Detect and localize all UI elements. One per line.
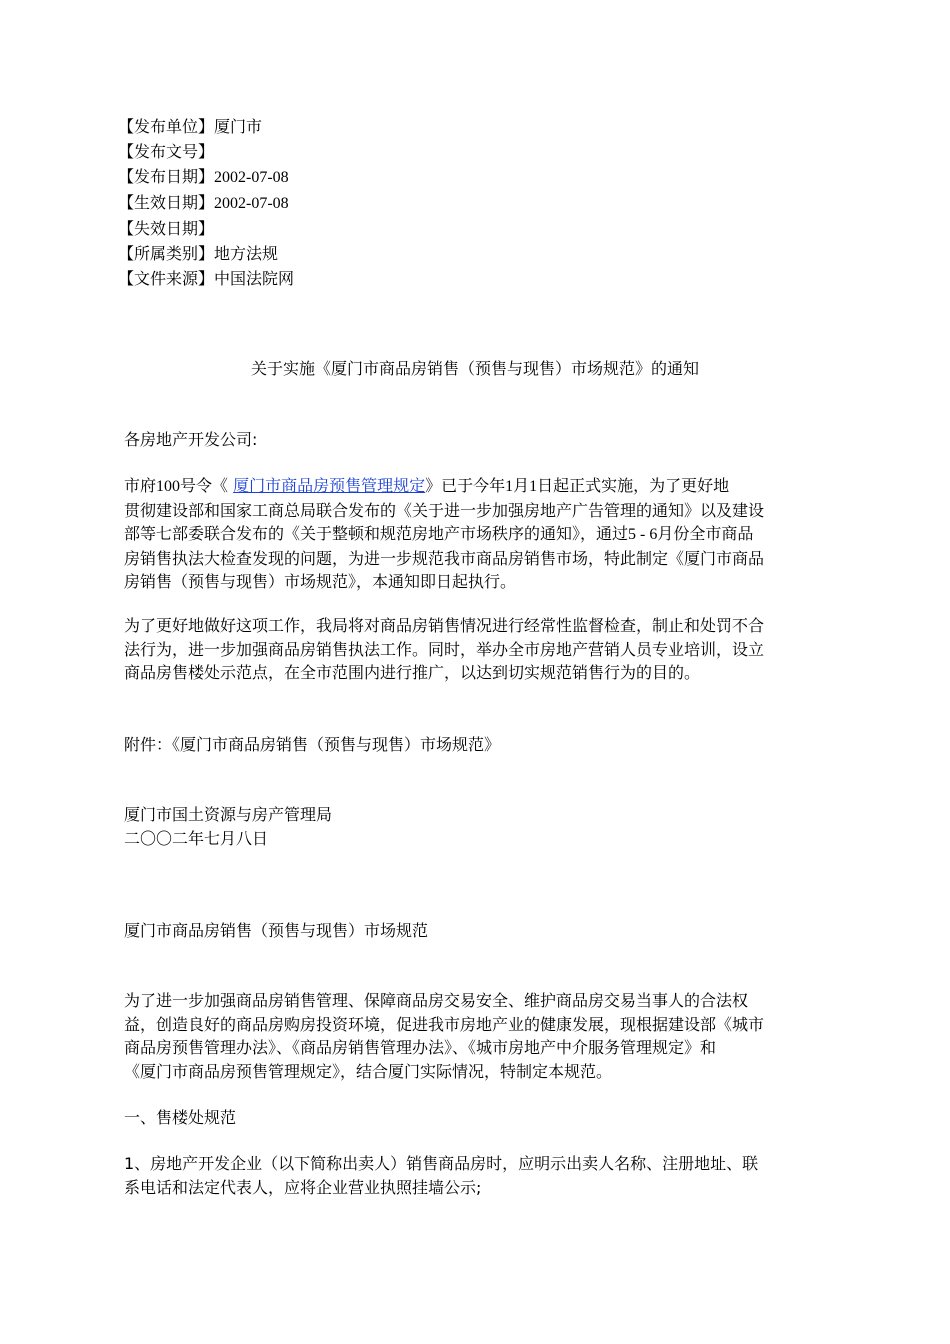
meta-label: 【所属类别】 <box>118 244 215 263</box>
meta-label: 【发布文号】 <box>118 142 215 161</box>
meta-publisher <box>118 114 294 139</box>
meta-effective-date <box>118 190 294 216</box>
meta-label: 【生效日期】 <box>118 193 215 212</box>
meta-label: 【文件来源】 <box>118 269 215 288</box>
meta-value: 地方法规 <box>214 244 279 263</box>
text-run: 5 - 6 <box>628 526 658 543</box>
document-metadata <box>118 114 294 291</box>
paragraph-2 <box>124 614 836 685</box>
meta-value: 2002-07-08 <box>214 195 289 212</box>
text-run: 100 <box>156 478 181 495</box>
item-1 <box>124 1152 836 1199</box>
paragraph-line: 益，创造良好的商品房购房投资环境，促进我市房地产业的健康发展，现根据建设部《城市 <box>124 1014 765 1034</box>
regulation-link[interactable]: 厦门市商品房预售管理规定 <box>233 476 426 495</box>
text-run: 日起正式实施，为了更好地 <box>537 476 730 495</box>
paragraph-line: 商品房售楼处示范点，在全市范围内进行推广，以达到切实规范销售行为的目的。 <box>124 663 701 682</box>
meta-expiry-date <box>118 216 294 241</box>
meta-source <box>118 266 294 291</box>
paragraph-line: 为了更好地做好这项工作，我局将对商品房销售情况进行经常性监督检查，制止和处罚不合 <box>124 616 765 635</box>
salutation: 各房地产开发公司: <box>124 430 258 449</box>
text-run: 市府 <box>124 476 157 495</box>
text-run: 1 <box>505 478 514 495</box>
meta-value: 2002-07-08 <box>214 169 289 186</box>
text-run: 号令《 <box>180 476 234 495</box>
paragraph-line: 房销售执法大检查发现的问题，为进一步规范我市商品房销售市场，特此制定《厦门市商品 <box>124 548 765 568</box>
text-run: 部等七部委联合发布的《关于整顿和规范房地产市场秩序的通知》，通过 <box>124 524 629 543</box>
meta-category <box>118 241 294 266</box>
section-heading-1: 一、售楼处规范 <box>124 1108 237 1127</box>
paragraph-line: 1、房地产开发企业（以下简称出卖人）销售商品房时，应明示出卖人名称、注册地址、联 <box>124 1154 759 1173</box>
paragraph-line: 为了进一步加强商品房销售管理、保障商品房交易安全、维护商品房交易当事人的合法权 <box>124 991 749 1010</box>
paragraph-1 <box>124 474 836 594</box>
paragraph-line <box>124 522 836 547</box>
meta-value: 中国法院网 <box>214 269 295 288</box>
paragraph-line: 贯彻建设部和国家工商总局联合发布的《关于进一步加强房地产广告管理的通知》以及建设 <box>124 500 765 520</box>
text-run: 月份全市商品 <box>657 524 754 543</box>
signature-org: 厦门市国土资源与房产管理局 <box>124 805 333 824</box>
attachment-line: 附件：《厦门市商品房销售（预售与现售）市场规范》 <box>124 735 501 754</box>
meta-doc-no <box>118 139 294 164</box>
spec-title: 厦门市商品房销售（预售与现售）市场规范 <box>124 921 429 940</box>
notice-title: 关于实施《厦门市商品房销售（预售与现售）市场规范》的通知 <box>250 359 699 378</box>
text-run: 1 <box>529 478 538 495</box>
paragraph-line: 系电话和法定代表人，应将企业营业执照挂墙公示; <box>124 1177 482 1197</box>
meta-publish-date <box>118 164 294 190</box>
paragraph-line: 房销售（预售与现售）市场规范》，本通知即日起执行。 <box>124 572 517 591</box>
meta-label: 【失效日期】 <box>118 219 215 238</box>
paragraph-line <box>124 474 836 499</box>
text-run: 》已于今年 <box>425 476 506 495</box>
paragraph-line: 《厦门市商品房预售管理规定》，结合厦门实际情况，特制定本规范。 <box>124 1061 613 1081</box>
paragraph-line: 商品房预售管理办法》、《商品房销售管理办法》、《城市房地产中介服务管理规定》和 <box>124 1038 717 1057</box>
paragraph-3 <box>124 989 836 1083</box>
paragraph-line: 法行为，进一步加强商品房销售执法工作。同时，举办全市房地产营销人员专业培训，设立 <box>124 639 765 659</box>
text-run: 月 <box>513 476 530 495</box>
signature-date: 二〇〇二年七月八日 <box>124 828 269 848</box>
meta-label: 【发布单位】 <box>118 117 215 136</box>
meta-label: 【发布日期】 <box>118 167 215 186</box>
meta-value: 厦门市 <box>214 117 263 136</box>
signature-block <box>124 803 836 850</box>
